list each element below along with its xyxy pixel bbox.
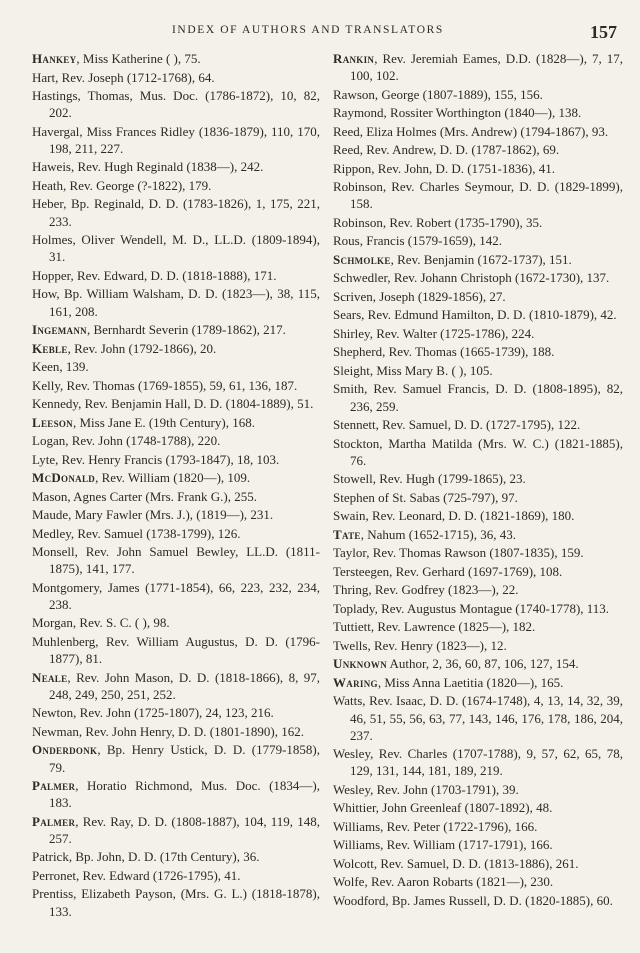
author-surname: Palmer <box>32 778 76 794</box>
index-entry: Sears, Rev. Edmund Hamilton, D. D. (1810-1879), 42. <box>333 307 617 323</box>
index-entry: Newman, Rev. John Henry, D. D. (1801-1890), 162. <box>32 723 304 739</box>
index-entry: Williams, Rev. Peter (1722-1796), 166. <box>333 818 538 834</box>
index-entry: Toplady, Rev. Augustus Montague (1740-1778), 113. <box>333 600 610 616</box>
index-entry: Taylor, Rev. Thomas Rawson (1807-1835), 159. <box>333 545 584 561</box>
index-entry: Shirley, Rev. Walter (1725-1786), 224. <box>333 325 535 341</box>
index-entry: Shepherd, Rev. Thomas (1665-1739), 188. <box>333 344 555 360</box>
index-entry: Leeson, Miss Jane E. (19th Century), 168. <box>32 414 255 430</box>
author-surname: Hankey <box>32 51 77 66</box>
index-entry: Rous, Francis (1579-1659), 142. <box>333 233 502 249</box>
index-entry: Robinson, Rev. Robert (1735-1790), 35. <box>333 214 543 230</box>
index-entry: Maude, Mary Fawler (Mrs. J.), (1819—), 231. <box>32 507 274 523</box>
index-entry: Watts, Rev. Isaac, D. D. (1674-1748), 4, 13, 14, 32, 39, 46, 51, 55, 56, 63, 77, 143, 146, 176, 178, 186, 204, 237. <box>333 693 623 743</box>
index-entry: Hopper, Rev. Edward, D. D. (1818-1888), 171. <box>32 267 277 283</box>
index-entry: Morgan, Rev. S. C. ( ), 98. <box>32 615 170 631</box>
author-surname: Onderdonk <box>32 742 98 758</box>
index-entry: Patrick, Bp. John, D. D. (17th Century), 36. <box>32 849 260 865</box>
index-entry: Heber, Bp. Reginald, D. D. (1783-1826), 1, 175, 221, 233. <box>32 196 320 229</box>
index-entry: Smith, Rev. Samuel Francis, D. D. (1808-1895), 82, 236, 259. <box>333 381 623 414</box>
index-entry: Tersteegen, Rev. Gerhard (1697-1769), 108. <box>333 563 563 579</box>
index-column-left <box>32 50 320 921</box>
page-header <box>0 22 640 44</box>
index-entry: Ingemann, Bernhardt Severin (1789-1862), 217. <box>32 322 286 338</box>
author-surname: Rankin <box>333 51 375 66</box>
author-surname: Waring <box>333 674 378 690</box>
index-entry: Hart, Rev. Joseph (1712-1768), 64. <box>32 69 215 85</box>
index-entry: Stockton, Martha Matilda (Mrs. W. C.) (1821-1885), 76. <box>333 435 623 468</box>
index-entry: Holmes, Oliver Wendell, M. D., LL.D. (1809-1894), 31. <box>32 232 320 265</box>
index-entry: McDonald, Rev. William (1820—), 109. <box>32 470 251 486</box>
index-entry: Palmer, Horatio Richmond, Mus. Doc. (1834—), 183. <box>32 778 320 811</box>
index-entry: Kennedy, Rev. Benjamin Hall, D. D. (1804-1889), 51. <box>32 396 314 412</box>
index-entry: Havergal, Miss Frances Ridley (1836-1879), 110, 170, 198, 211, 227. <box>32 123 320 156</box>
index-entry: Tate, Nahum (1652-1715), 36, 43. <box>333 526 516 542</box>
index-entry: Rawson, George (1807-1889), 155, 156. <box>333 86 543 102</box>
author-surname: Tate <box>333 526 361 542</box>
author-surname: Palmer <box>32 813 76 829</box>
index-entry: Whittier, John Greenleaf (1807-1892), 48. <box>333 800 553 816</box>
index-entry: Kelly, Rev. Thomas (1769-1855), 59, 61, 136, 187. <box>32 377 298 393</box>
index-entry: Wesley, Rev. Charles (1707-1788), 9, 57, 62, 65, 78, 129, 131, 144, 181, 189, 219. <box>333 746 623 779</box>
index-entry: Newton, Rev. John (1725-1807), 24, 123, 216. <box>32 705 274 721</box>
index-entry: Schmolke, Rev. Benjamin (1672-1737), 151. <box>333 251 572 267</box>
index-entry: Neale, Rev. John Mason, D. D. (1818-1866), 8, 97, 248, 249, 250, 251, 252. <box>32 669 320 702</box>
index-entry: Schwedler, Rev. Johann Christoph (1672-1730), 137. <box>333 270 610 286</box>
author-surname: Schmolke <box>333 251 391 267</box>
index-entry: Hankey, Miss Katherine ( ), 75. <box>32 51 201 66</box>
index-column-right <box>333 50 623 910</box>
index-entry: Wesley, Rev. John (1703-1791), 39. <box>333 781 519 797</box>
running-title: INDEX OF AUTHORS AND TRANSLATORS <box>172 24 444 36</box>
index-entry: Raymond, Rossiter Worthington (1840—), 138. <box>333 105 582 121</box>
author-surname: McDonald <box>32 470 96 486</box>
index-entry: Haweis, Rev. Hugh Reginald (1838—), 242. <box>32 159 264 175</box>
index-entry: Unknown Author, 2, 36, 60, 87, 106, 127, 154. <box>333 656 579 672</box>
author-surname: Keble <box>32 340 68 356</box>
index-entry: How, Bp. William Walsham, D. D. (1823—), 38, 115, 161, 208. <box>32 286 320 319</box>
index-entry: Heath, Rev. George (?-1822), 179. <box>32 177 212 193</box>
index-entry: Thring, Rev. Godfrey (1823—), 22. <box>333 582 519 598</box>
index-entry: Tuttiett, Rev. Lawrence (1825—), 182. <box>333 619 536 635</box>
index-entry: Stowell, Rev. Hugh (1799-1865), 23. <box>333 471 526 487</box>
index-entry: Keen, 139. <box>32 359 89 375</box>
index-entry: Williams, Rev. William (1717-1791), 166. <box>333 837 553 853</box>
index-entry: Sleight, Miss Mary B. ( ), 105. <box>333 362 493 378</box>
index-entry: Medley, Rev. Samuel (1738-1799), 126. <box>32 525 241 541</box>
index-entry: Monsell, Rev. John Samuel Bewley, LL.D. (1811-1875), 141, 177. <box>32 544 320 577</box>
index-entry: Wolfe, Rev. Aaron Robarts (1821—), 230. <box>333 874 554 890</box>
index-entry: Palmer, Rev. Ray, D. D. (1808-1887), 104, 119, 148, 257. <box>32 813 320 846</box>
index-entry: Rippon, Rev. John, D. D. (1751-1836), 41. <box>333 160 555 176</box>
index-entry: Hastings, Thomas, Mus. Doc. (1786-1872), 10, 82, 202. <box>32 88 320 121</box>
index-entry: Lyte, Rev. Henry Francis (1793-1847), 18, 103. <box>32 451 280 467</box>
index-entry: Stephen of St. Sabas (725-797), 97. <box>333 489 518 505</box>
index-entry: Muhlenberg, Rev. William Augustus, D. D. (1796-1877), 81. <box>32 633 320 667</box>
author-surname: Unknown <box>333 656 387 672</box>
author-surname: Neale <box>32 669 68 685</box>
index-entry: Logan, Rev. John (1748-1788), 220. <box>32 433 221 449</box>
index-entry: Wolcott, Rev. Samuel, D. D. (1813-1886), 261. <box>333 855 579 871</box>
index-entry: Mason, Agnes Carter (Mrs. Frank G.), 255. <box>32 488 257 504</box>
index-entry: Prentiss, Elizabeth Payson, (Mrs. G. L.) (1818-1878), 133. <box>32 886 320 919</box>
index-entry: Keble, Rev. John (1792-1866), 20. <box>32 340 217 356</box>
index-entry: Reed, Eliza Holmes (Mrs. Andrew) (1794-1867), 93. <box>333 123 609 139</box>
author-surname: Ingemann <box>32 322 87 338</box>
page-number: 157 <box>590 22 617 42</box>
index-entry: Scriven, Joseph (1829-1856), 27. <box>333 288 506 304</box>
author-surname: Leeson <box>32 414 73 430</box>
index-entry: Rankin, Rev. Jeremiah Eames, D.D. (1828—), 7, 17, 100, 102. <box>333 51 623 84</box>
index-entry: Woodford, Bp. James Russell, D. D. (1820-1885), 60. <box>333 892 613 908</box>
index-entry: Montgomery, James (1771-1854), 66, 223, 232, 234, 238. <box>32 579 320 612</box>
index-entry: Robinson, Rev. Charles Seymour, D. D. (1829-1899), 158. <box>333 179 623 212</box>
index-entry: Twells, Rev. Henry (1823—), 12. <box>333 637 507 653</box>
index-entry: Onderdonk, Bp. Henry Ustick, D. D. (1779-1858), 79. <box>32 742 320 775</box>
index-entry: Waring, Miss Anna Laetitia (1820—), 165. <box>333 674 564 690</box>
index-entry: Perronet, Rev. Edward (1726-1795), 41. <box>32 867 241 883</box>
index-entry: Stennett, Rev. Samuel, D. D. (1727-1795), 122. <box>333 417 581 433</box>
index-entry: Reed, Rev. Andrew, D. D. (1787-1862), 69. <box>333 142 560 158</box>
index-entry: Swain, Rev. Leonard, D. D. (1821-1869), 180. <box>333 508 575 524</box>
